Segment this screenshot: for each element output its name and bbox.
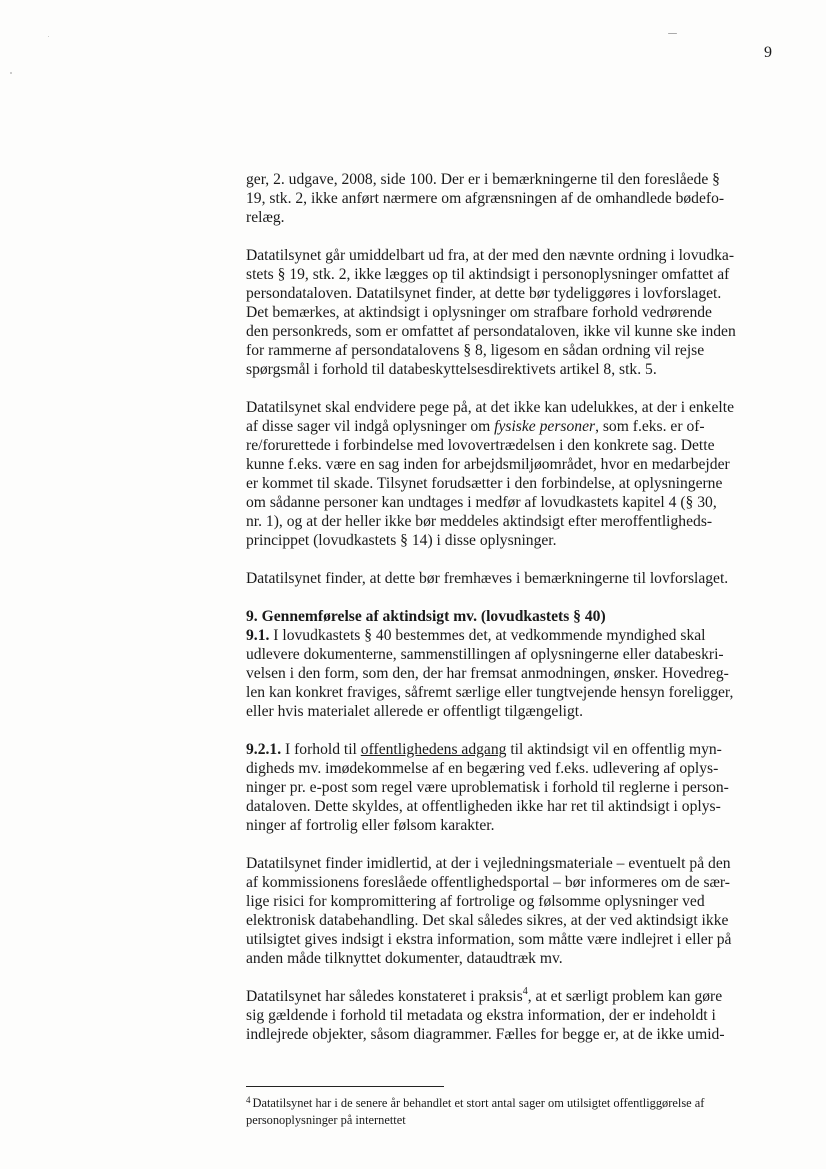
- paragraph: [246, 569, 774, 588]
- text-line: ger, 2. udgave, 2008, side 100. Der er i bemærkningerne til den foreslåede §: [246, 171, 720, 188]
- text-line: nr. 1), og at der heller ikke bør meddeles aktindsigt efter meroffentligheds-: [246, 513, 713, 530]
- footnote-divider: [246, 1086, 444, 1087]
- paragraph: [246, 246, 774, 379]
- footnote-line: personoplysninger på internettet: [246, 1112, 406, 1127]
- text-line: den personkreds, som er omfattet af persondataloven, ikke vil kunne ske inden: [246, 323, 736, 340]
- text-line: princippet (lovudkastets § 14) i disse oplysninger.: [246, 532, 557, 549]
- text-line: ninger af fortrolig eller følsom karakter.: [246, 817, 495, 834]
- underlined-phrase: offentlighedens adgang: [360, 741, 507, 758]
- paragraph: [246, 398, 774, 550]
- text-line: utilsigtet gives indsigt i ekstra information, som måtte være indlejret i eller på: [246, 931, 732, 948]
- italic-phrase: fysiske personer: [494, 418, 596, 435]
- text-run: Datatilsynet har således konstateret i praksis: [246, 988, 523, 1005]
- text-line: digheds mv. imødekommelse af en begæring ved f.eks. udlevering af oplys-: [246, 760, 719, 777]
- text-line: lige risici for kompromittering af fortrolige og følsomme oplysninger ved: [246, 893, 705, 910]
- paragraph: [246, 987, 774, 1044]
- text-line: indlejrede objekter, såsom diagrammer. Fælles for begge er, at de ikke umid-: [246, 1026, 725, 1043]
- section-heading: 9. Gennemførelse af aktindsigt mv. (lovudkastets § 40): [246, 608, 606, 625]
- text-line: relæg.: [246, 209, 285, 226]
- text-line: [246, 740, 774, 759]
- paragraph: [246, 854, 774, 968]
- scan-mark: [668, 33, 677, 34]
- text-run: af disse sager vil indgå oplysninger om: [246, 418, 495, 435]
- text-line: af kommissionens foreslåede offentlighedsportal – bør informeres om de sær-: [246, 874, 730, 891]
- text-run: til aktindsigt vil en offentlig myn-: [506, 741, 722, 758]
- text-line: elektronisk databehandling. Det skal således sikres, at der ved aktindsigt ikke: [246, 912, 729, 929]
- text-line: spørgsmål i forhold til databeskyttelsesdirektivets artikel 8, stk. 5.: [246, 361, 657, 378]
- text-line: 19, stk. 2, ikke anført nærmere om afgrænsningen af de omhandlede bødefo-: [246, 190, 725, 207]
- text-line: velsen i den form, som den, der har fremsat anmodningen, ønsker. Hovedreg-: [246, 665, 729, 682]
- text-line: er kommet til skade. Tilsynet forudsætter i den forbindelse, at oplysningerne: [246, 475, 723, 492]
- text-line: Det bemærkes, at aktindsigt i oplysninger om strafbare forhold vedrørende: [246, 304, 712, 321]
- text-run: I forhold til: [281, 741, 361, 758]
- subsection-number: 9.1.: [246, 627, 270, 644]
- text-line: kunne f.eks. være en sag inden for arbejdsmiljøområdet, hvor en medarbejder: [246, 456, 730, 473]
- text-line: dataloven. Dette skyldes, at offentligheden ikke har ret til aktindsigt i oplys-: [246, 798, 721, 815]
- text-line: eller hvis materialet allerede er offentligt tilgængeligt.: [246, 703, 584, 720]
- text-line: Datatilsynet går umiddelbart ud fra, at der med den nævnte ordning i lovudka-: [246, 247, 735, 264]
- text-line: Datatilsynet finder imidlertid, at der i vejledningsmateriale – eventuelt på den: [246, 855, 731, 872]
- scan-speck: [10, 72, 12, 74]
- text-line: om sådanne personer kan undtages i medfør af lovudkastets kapitel 4 (§ 30,: [246, 494, 717, 511]
- text-line: re/forurettede i forbindelse med lovovertrædelsen i den konkrete sag. Dette: [246, 437, 715, 454]
- page-number: 9: [764, 44, 772, 61]
- text-line: persondataloven. Datatilsynet finder, at dette bør tydeliggøres i lovforslaget.: [246, 285, 722, 302]
- subsection-9-2-1: [246, 740, 774, 835]
- text-line: [246, 626, 774, 645]
- footnote-mark: 4: [246, 1095, 251, 1105]
- text-line: ninger pr. e-post som regel være uproblematisk i forhold til reglerne i person-: [246, 779, 729, 796]
- text-line: Datatilsynet finder, at dette bør fremhæves i bemærkningerne til lovforslaget.: [246, 570, 729, 587]
- footnote-text: Datatilsynet har i de senere år behandlet et stort antal sager om utilsigtet offentliggørelse af: [252, 1096, 705, 1110]
- text-line: Datatilsynet skal endvidere pege på, at det ikke kan udelukkes, at der i enkelte: [246, 399, 734, 416]
- footnote: [246, 1096, 774, 1128]
- text-run: , at et særligt problem kan gøre: [527, 988, 723, 1005]
- document-body: [246, 170, 774, 1044]
- text-run: , som f.eks. er of-: [595, 418, 705, 435]
- text-line: len kan konkret fraviges, såfremt særlige eller tungtvejende hensyn foreligger,: [246, 684, 734, 701]
- text-line: [246, 417, 774, 436]
- paragraph: [246, 170, 774, 227]
- section-9: [246, 607, 774, 721]
- scan-speck: [48, 36, 49, 37]
- subsection-number: 9.2.1.: [246, 741, 282, 758]
- text-run: I lovudkastets § 40 bestemmes det, at vedkommende myndighed skal: [269, 627, 706, 644]
- footnote-reference[interactable]: 4: [522, 985, 528, 997]
- text-line: udlevere dokumenterne, sammenstillingen af oplysningerne eller databeskri-: [246, 646, 724, 663]
- text-line: for rammerne af persondatalovens § 8, ligesom en sådan ordning vil rejse: [246, 342, 705, 359]
- footnote-line: [246, 1096, 774, 1113]
- text-line: anden måde tilknyttet dokumenter, dataudtræk mv.: [246, 950, 563, 967]
- text-line: [246, 987, 774, 1006]
- text-line: stets § 19, stk. 2, ikke lægges op til aktindsigt i personoplysninger omfattet af: [246, 266, 730, 283]
- text-line: sig gældende i forhold til metadata og ekstra information, der er indeholdt i: [246, 1007, 716, 1024]
